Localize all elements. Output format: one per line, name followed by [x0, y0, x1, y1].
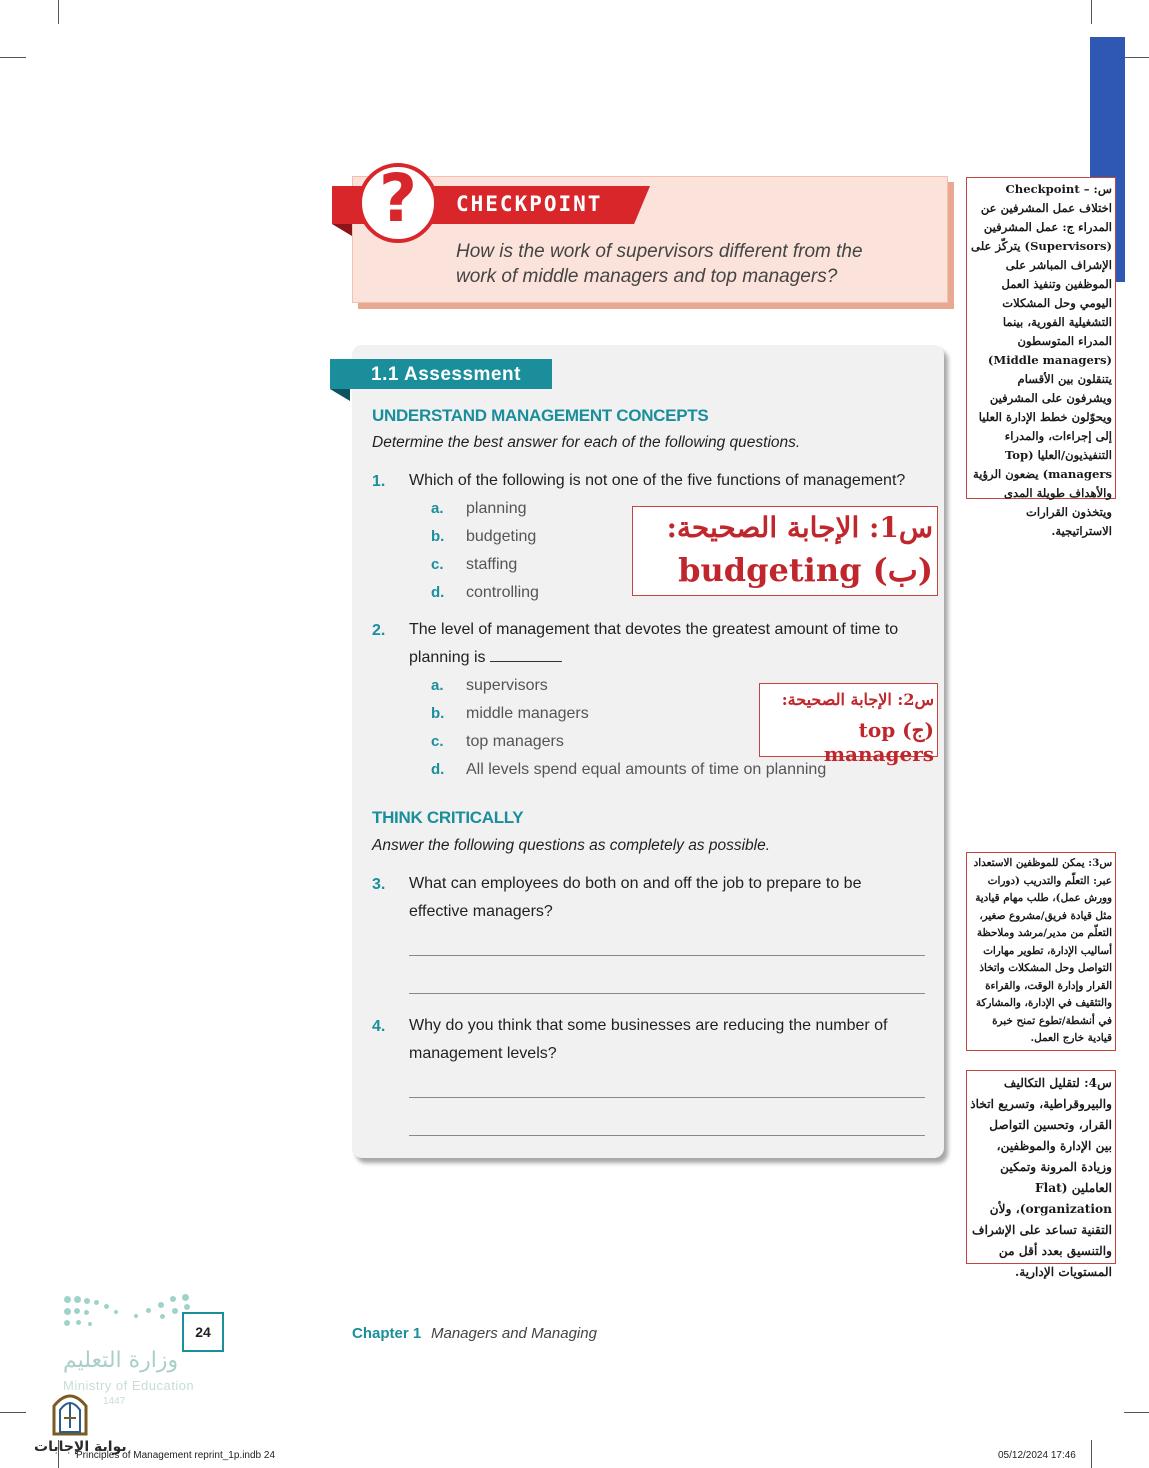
answer-line[interactable] — [409, 1097, 925, 1098]
option-text: All levels spend equal amounts of time on planning — [466, 761, 827, 778]
question-text-line — [409, 644, 898, 672]
option-list — [431, 500, 539, 612]
option-letter: d. — [431, 761, 445, 778]
question-number: 1. — [372, 473, 386, 490]
question-number: 3. — [372, 876, 386, 893]
ministry-year: 1447 — [103, 1396, 126, 1407]
print-file-name: Principles of Management reprint_1p.indb 24 — [76, 1450, 276, 1461]
option-text: budgeting — [466, 528, 537, 545]
option-item — [431, 584, 539, 612]
option-text: staffing — [466, 556, 518, 573]
question-text-line: management levels? — [409, 1045, 557, 1062]
ministry-name-arabic: وزارة التعليم — [63, 1348, 179, 1373]
question-text-line: What can employees do both on and off the job to prepare to be — [409, 875, 862, 892]
q1-answer-value: (ب) budgeting — [678, 551, 933, 589]
option-item — [431, 556, 539, 584]
question-text — [409, 1012, 887, 1068]
option-letter: a. — [431, 677, 444, 694]
option-item — [431, 528, 539, 556]
option-text: supervisors — [466, 677, 548, 694]
assessment-tab-fold — [330, 389, 350, 401]
checkpoint-question-line: work of middle managers and top managers? — [456, 266, 838, 287]
footer-chapter-title: Managers and Managing — [431, 1325, 597, 1342]
q2-answer-label: س2: الإجابة الصحيحة: — [781, 690, 934, 709]
checkpoint-answer-text: س: – Checkpoint اختلاف عمل المشرفين عن المدراء ج: عمل المشرفين (Supervisors) يتركّز على الإشراف المباشر على الموظفين وتنفيذ العمل اليومي وحل المشكلات التشغيلية الفورية، بينما المدراء المتوسطون (Middle managers) يتنقلون بين الأقسام ويشرفون على المشرفين ويحوّلون خطط الإدارة العليا إلى إجراءات، والمدراء التنفيذيون/العليا (Top managers) يضعون الرؤية والأهداف طويلة المدى ويتخذون القرارات الاستراتيجية. — [971, 182, 1112, 538]
q1-answer-box — [632, 506, 938, 596]
option-text: planning — [466, 500, 527, 517]
crop-mark — [0, 1412, 26, 1413]
option-letter: b. — [431, 528, 445, 545]
section-heading: UNDERSTAND MANAGEMENT CONCEPTS — [372, 406, 709, 425]
assessment-title: 1.1 Assessment — [371, 364, 521, 385]
footer-chapter-label: Chapter 1 — [352, 1325, 422, 1342]
answer-line[interactable] — [409, 1135, 925, 1136]
question-text-line: Why do you think that some businesses are reducing the number of — [409, 1017, 888, 1034]
question-text — [409, 616, 898, 672]
crop-mark — [1124, 1412, 1149, 1413]
checkpoint-banner-fold — [332, 224, 352, 236]
question-text-line: The level of management that devotes the greatest amount of time to — [409, 621, 899, 638]
q2-answer-box — [759, 683, 938, 766]
crop-mark — [0, 57, 26, 58]
option-letter: a. — [431, 500, 444, 517]
section-heading: THINK CRITICALLY — [372, 808, 524, 827]
q4-answer-text: س4: لتقليل التكاليف والبيروقراطية، وتسريع اتخاذ القرار، وتحسين التواصل بين الإدارة والموظفين، وزيادة المرونة وتمكين العاملين (Flat organization)، ولأن التقنية تساعد على الإشراف والتنسيق بعدد أقل من المستويات الإدارية. — [970, 1076, 1112, 1279]
watermark-logo-icon — [50, 1388, 90, 1436]
q1-answer-label: س1: الإجابة الصحيحة: — [666, 511, 933, 544]
watermark-text: بوابة الإجابات — [34, 1439, 127, 1455]
q3-answer-text: س3: يمكن للموظفين الاستعداد عبر: التعلّم والتدريب (دورات وورش عمل)، طلب مهام قيادية مثل قيادة فريق/مشروع صغير، التعلّم من مدير/مرشد وملاحظة أساليب الإدارة، تطوير مهارات التواصل وحل المشكلات واتخاذ القرار وإدارة الوقت، والقراءة والتثقيف في الإدارة، والمشاركة في أنشطة/تطوع تمنح خبرة قيادية خارج العمل. — [973, 857, 1112, 1044]
question-text — [409, 870, 861, 926]
fill-blank — [490, 647, 562, 662]
answer-line[interactable] — [409, 993, 925, 994]
question-text-span: planning is — [409, 649, 486, 666]
checkpoint-question-line: How is the work of supervisors different from the — [456, 241, 863, 262]
option-text: controlling — [466, 584, 539, 601]
option-text: middle managers — [466, 705, 589, 722]
checkpoint-answer-note — [966, 177, 1116, 538]
option-letter: c. — [431, 556, 444, 573]
option-letter: b. — [431, 705, 445, 722]
q3-answer-note — [966, 852, 1116, 1051]
page-number: 24 — [182, 1312, 224, 1352]
question-mark-glyph: ? — [378, 160, 418, 237]
question-text: Which of the following is not one of the five functions of management? — [409, 472, 906, 489]
question-text-line: effective managers? — [409, 903, 553, 920]
section-instructions: Answer the following questions as completely as possible. — [372, 837, 771, 854]
ministry-name-english: Ministry of Education — [63, 1378, 195, 1393]
crop-mark — [1091, 0, 1092, 24]
crop-mark — [1124, 57, 1149, 58]
section-instructions: Determine the best answer for each of the following questions. — [372, 434, 801, 451]
answer-line[interactable] — [409, 955, 925, 956]
checkpoint-title: CHECKPOINT — [456, 192, 603, 216]
question-number: 4. — [372, 1018, 386, 1035]
checkpoint-question — [456, 239, 916, 289]
option-item — [431, 500, 539, 528]
option-letter: d. — [431, 584, 445, 601]
crop-mark — [58, 0, 59, 24]
q2-answer-value: (ج) top managers — [823, 718, 934, 766]
q4-answer-note — [966, 1070, 1116, 1279]
question-number: 2. — [372, 622, 386, 639]
option-text: top managers — [466, 733, 564, 750]
option-letter: c. — [431, 733, 444, 750]
print-timestamp: 05/12/2024 17:46 — [998, 1450, 1076, 1461]
crop-mark — [1091, 1440, 1092, 1468]
